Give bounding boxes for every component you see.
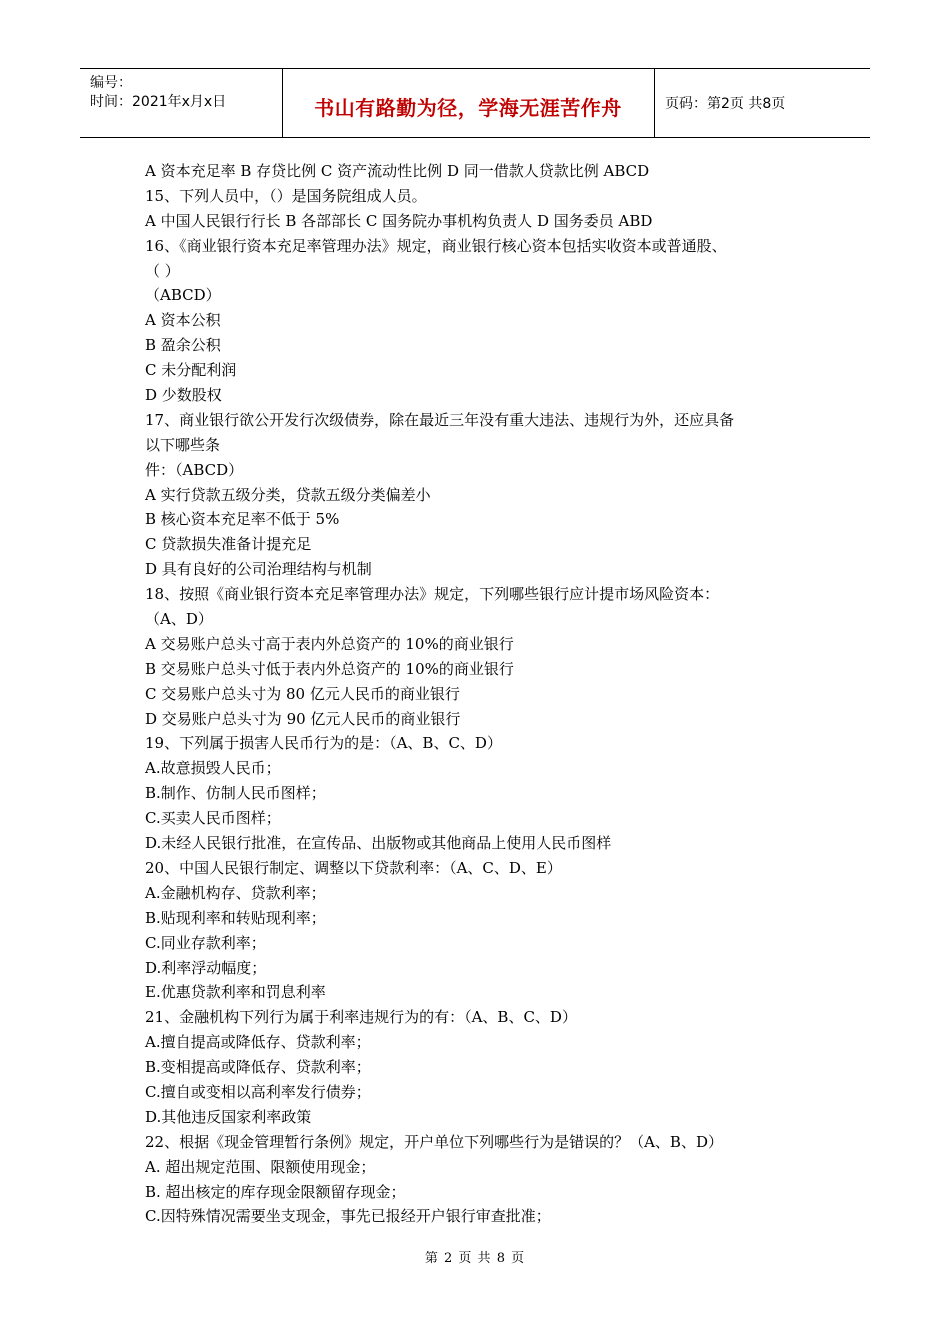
body-line: （ABCD） — [145, 286, 221, 305]
body-line: C.擅自或变相以高利率发行债券； — [145, 1082, 371, 1101]
body-line: A 资本充足率 B 存贷比例 C 资产流动性比例 D 同一借款人贷款比例 ABCD — [145, 162, 650, 180]
body-line: A 交易账户总头寸高于表内外总资产的 10%的商业银行 — [145, 634, 514, 653]
document-body — [145, 159, 815, 1229]
body-line: （ ） — [145, 261, 180, 280]
body-line: A 中国人民银行行长 B 各部部长 C 国务院办事机构负责人 D 国务委员 ABD — [145, 211, 653, 230]
body-line: 15、下列人员中，（）是国务院组成人员。 — [145, 186, 427, 205]
body-line: B. 超出核定的库存现金限额留存现金； — [145, 1182, 406, 1201]
body-line: 16、《商业银行资本充足率管理办法》规定，商业银行核心资本包括实收资本或普通股、 — [145, 236, 727, 255]
document-date: 时间：2021年x月x日 — [90, 94, 227, 110]
body-line: 17、商业银行欲公开发行次级债券，除在最近三年没有重大违法、违规行为外，还应具备 — [145, 410, 735, 429]
body-line: D.未经人民银行批准，在宣传品、出版物或其他商品上使用人民币图样 — [145, 834, 612, 853]
body-line: A.故意损毁人民币； — [145, 759, 281, 778]
body-line: A 实行贷款五级分类，贷款五级分类偏差小 — [145, 485, 431, 504]
body-line: B 盈余公积 — [145, 336, 221, 355]
header-middle-cell — [282, 69, 655, 137]
body-line: B 核心资本充足率不低于 5% — [145, 510, 340, 529]
body-line: B.制作、仿制人民币图样； — [145, 784, 326, 803]
body-line: C.同业存款利率； — [145, 933, 266, 952]
header-right-cell — [655, 69, 870, 137]
body-line: 22、根据《现金管理暂行条例》规定，开户单位下列哪些行为是错误的？（A、B、D） — [145, 1132, 723, 1151]
body-line: A. 超出规定范围、限额使用现金； — [145, 1157, 376, 1176]
header-left-cell — [80, 69, 283, 137]
body-line: A.金融机构存、贷款利率； — [145, 883, 326, 902]
body-line: C.买卖人民币图样； — [145, 809, 281, 828]
body-line: C 未分配利润 — [145, 361, 237, 380]
body-line: 21、金融机构下列行为属于利率违规行为的有：（A、B、C、D） — [145, 1008, 577, 1027]
body-line: D 交易账户总头寸为 90 亿元人民币的商业银行 — [145, 709, 461, 728]
page-footer: 第 2 页 共 8 页 — [424, 1251, 526, 1266]
body-line: D.其他违反国家利率政策 — [145, 1107, 312, 1126]
body-line: D 具有良好的公司治理结构与机制 — [145, 560, 372, 579]
body-line: C.因特殊情况需要坐支现金，事先已报经开户银行审查批准； — [145, 1207, 551, 1226]
header-page-info: 页码：第2页 共8页 — [665, 96, 786, 112]
body-line: B.变相提高或降低存、贷款利率； — [145, 1058, 371, 1077]
body-line: C 交易账户总头寸为 80 亿元人民币的商业银行 — [145, 684, 460, 703]
body-line: （A、D） — [145, 610, 213, 629]
body-line: C 贷款损失准备计提充足 — [145, 535, 312, 554]
body-line: 20、中国人民银行制定、调整以下贷款利率：（A、C、D、E） — [145, 858, 562, 877]
body-line: E.优惠贷款利率和罚息利率 — [145, 983, 326, 1002]
body-line: A 资本公积 — [145, 311, 221, 330]
body-line: D 少数股权 — [145, 386, 222, 405]
body-line: 19、下列属于损害人民币行为的是：（A、B、C、D） — [145, 734, 502, 753]
body-line: D.利率浮动幅度； — [145, 958, 267, 977]
header-motto: 书山有路勤为径，学海无涯苦作舟 — [314, 96, 622, 120]
document-number-label: 编号： — [90, 75, 132, 91]
body-line: 件：（ABCD） — [145, 460, 244, 479]
body-line: A.擅自提高或降低存、贷款利率； — [145, 1033, 371, 1052]
body-line: B.贴现利率和转贴现利率； — [145, 908, 326, 927]
page-header — [80, 68, 870, 138]
body-line: B 交易账户总头寸低于表内外总资产的 10%的商业银行 — [145, 659, 514, 678]
body-line: 以下哪些条 — [145, 435, 221, 454]
body-line: 18、按照《商业银行资本充足率管理办法》规定，下列哪些银行应计提市场风险资本： — [145, 585, 720, 604]
